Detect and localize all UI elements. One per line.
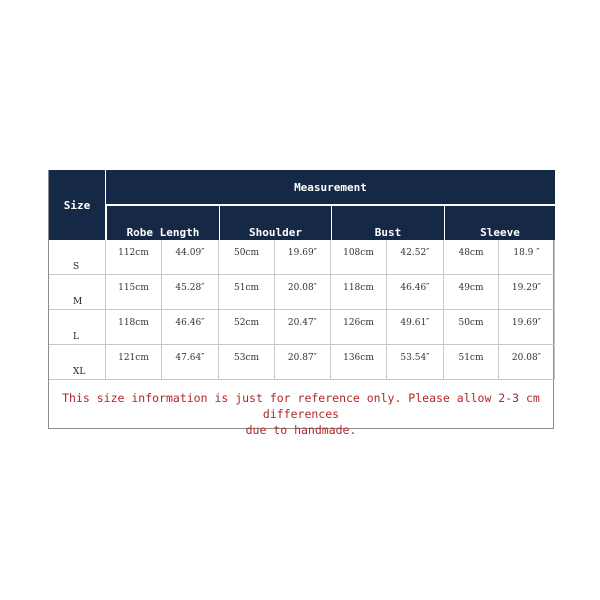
sleeve-header: Sleeve [444, 206, 555, 240]
table-cell: 52cm [219, 310, 275, 345]
table-cell: 51cm [219, 275, 275, 310]
table-cell: 46.46″ [387, 275, 444, 310]
table-cell: 42.52″ [387, 240, 444, 275]
shoulder-header: Shoulder [219, 206, 331, 240]
size-cell: M [49, 275, 106, 310]
note-line-1: This size information is just for reference only. Please allow 2-3 cm differences [62, 391, 540, 421]
measurement-header: Measurement [106, 170, 555, 206]
robe-length-header: Robe Length [106, 206, 219, 240]
note-line-2: due to handmade. [245, 423, 357, 437]
table-cell: 53.54″ [387, 345, 444, 380]
table-cell: 49cm [444, 275, 499, 310]
table-cell: 53cm [219, 345, 275, 380]
table-cell: 48cm [444, 240, 499, 275]
table-cell: 51cm [444, 345, 499, 380]
table-cell: 46.46″ [162, 310, 219, 345]
table-cell: 19.69″ [275, 240, 331, 275]
table-cell: 121cm [106, 345, 162, 380]
table-cell: 126cm [331, 310, 387, 345]
size-header: Size [49, 170, 106, 240]
size-chart-table [48, 170, 554, 437]
table-cell: 49.61″ [387, 310, 444, 345]
table-cell: 19.69″ [499, 310, 555, 345]
table-cell: 20.08″ [275, 275, 331, 310]
table-cell: 118cm [106, 310, 162, 345]
table-cell: 18.9 ″ [499, 240, 555, 275]
table-cell: 112cm [106, 240, 162, 275]
size-cell: L [49, 310, 106, 345]
table-cell: 50cm [444, 310, 499, 345]
size-disclaimer-note [49, 380, 553, 437]
table-cell: 44.09″ [162, 240, 219, 275]
table-cell: 20.87″ [275, 345, 331, 380]
table-cell: 19.29″ [499, 275, 555, 310]
table-cell: 20.08″ [499, 345, 555, 380]
table-cell: 136cm [331, 345, 387, 380]
table-cell: 47.64″ [162, 345, 219, 380]
table-cell: 45.28″ [162, 275, 219, 310]
size-cell: S [49, 240, 106, 275]
table-cell: 115cm [106, 275, 162, 310]
table-cell: 50cm [219, 240, 275, 275]
table-cell: 108cm [331, 240, 387, 275]
size-cell: XL [49, 345, 106, 380]
table-cell: 20.47″ [275, 310, 331, 345]
table-cell: 118cm [331, 275, 387, 310]
bust-header: Bust [331, 206, 444, 240]
